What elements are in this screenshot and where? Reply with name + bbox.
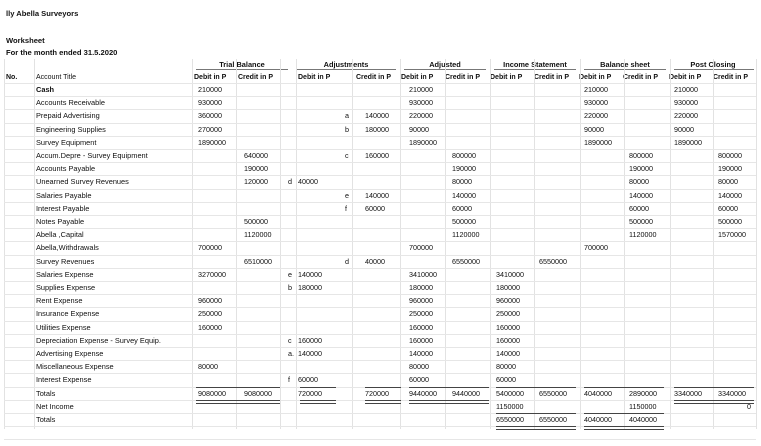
worksheet-title: Worksheet <box>6 36 45 45</box>
amount-adj-cr: 180000 <box>365 124 389 134</box>
amount-is-cr: 6550000 <box>539 388 567 398</box>
account-title: Prepaid Advertising <box>36 111 100 121</box>
group-trial-balance: Trial Balance <box>219 60 265 69</box>
amount-atb-dr: 1890000 <box>409 137 437 147</box>
group-underline <box>674 69 754 70</box>
account-title: Interest Expense <box>36 375 92 385</box>
group-underline <box>296 69 396 70</box>
amount-bs-cr: 60000 <box>629 203 649 213</box>
amount-pc-cr: 800000 <box>718 151 742 160</box>
account-title: Engineering Supplies <box>36 124 106 134</box>
group-balance-sheet: Balance sheet <box>600 60 650 69</box>
amount-tb-dr: 210000 <box>198 85 222 94</box>
amount-atb-dr: 210000 <box>409 85 433 94</box>
amount-tb-dr: 9080000 <box>198 388 226 398</box>
amount-tb-dr: 270000 <box>198 124 222 134</box>
amount-bs-dr: 1890000 <box>584 137 612 147</box>
total-underline <box>409 387 489 388</box>
amount-dr-ref: e <box>288 269 292 279</box>
account-title: Insurance Expense <box>36 309 100 319</box>
col-header-is-debit: Debit in P <box>490 74 523 81</box>
amount-atb-cr: 80000 <box>452 177 472 187</box>
grid-hline <box>4 360 756 361</box>
amount-atb-cr: 1120000 <box>452 230 480 240</box>
grid-hline <box>4 373 756 374</box>
amount-atb-dr: 160000 <box>409 335 433 345</box>
amount-atb-cr: 9440000 <box>452 388 480 398</box>
amount-is-dr: 140000 <box>496 349 520 358</box>
amount-atb-dr: 220000 <box>409 111 433 121</box>
total-double-underline <box>300 400 336 404</box>
account-title: Accounts Payable <box>36 164 96 174</box>
amount-adj-cr: 140000 <box>365 190 389 200</box>
account-title: Survey Revenues <box>36 256 95 266</box>
account-title: Supplies Expense <box>36 283 96 292</box>
amount-dr-ref: a. <box>288 349 294 358</box>
grid-hline <box>4 307 756 308</box>
amount-atb-cr: 800000 <box>452 151 476 160</box>
amount-tb-cr: 9080000 <box>244 388 272 398</box>
amount-adj-cr: 60000 <box>365 203 385 213</box>
col-header-atb-credit: Credit in P <box>445 74 481 81</box>
amount-bs-cr: 1120000 <box>629 230 657 240</box>
account-title: Totals <box>36 388 56 398</box>
amount-tb-cr: 500000 <box>244 217 268 226</box>
amount-dr-ref: c <box>288 335 292 345</box>
amount-is-dr: 960000 <box>496 296 520 306</box>
amount-adj-dr: 140000 <box>298 349 322 358</box>
amount-atb-dr: 9440000 <box>409 388 437 398</box>
amount-pc-cr: 1570000 <box>718 230 746 240</box>
account-title: Notes Payable <box>36 217 85 226</box>
account-title: Totals <box>36 415 56 424</box>
col-header-atb-debit: Debit in P <box>401 74 434 81</box>
total-underline <box>674 387 754 388</box>
amount-adj-ref: a <box>345 111 349 121</box>
total-underline <box>196 387 280 388</box>
grid-hline <box>4 321 756 322</box>
amount-is-dr: 5400000 <box>496 388 524 398</box>
net-income-underline <box>496 413 576 414</box>
account-title: Salaries Payable <box>36 190 92 200</box>
amount-tb-dr: 700000 <box>198 243 222 253</box>
amount-is-dr: 80000 <box>496 362 516 372</box>
amount-tb-dr: 960000 <box>198 296 222 306</box>
grid-hline <box>4 347 756 348</box>
amount-is-dr: 180000 <box>496 283 520 292</box>
amount-tb-dr: 160000 <box>198 322 222 332</box>
amount-is-dr: 6550000 <box>496 415 524 424</box>
amount-atb-dr: 3410000 <box>409 269 437 279</box>
group-underline <box>494 69 576 70</box>
col-header-adj-debit: Debit in P <box>298 74 331 81</box>
amount-is-cr: 6550000 <box>539 415 567 424</box>
amount-is-dr: 1150000 <box>496 401 524 411</box>
grid-hline <box>4 96 756 97</box>
period-label: For the month ended 31.5.2020 <box>6 48 118 57</box>
amount-tb-dr: 930000 <box>198 98 222 108</box>
amount-tb-dr: 1890000 <box>198 137 226 147</box>
grid-vline <box>756 59 757 429</box>
amount-pc-cr: 0 <box>747 401 751 411</box>
total-double-underline <box>365 400 401 404</box>
company-name: lly Abella Surveyors <box>6 9 79 18</box>
group-income-statement: Income Statement <box>503 60 567 69</box>
amount-atb-dr: 180000 <box>409 283 433 292</box>
amount-pc-cr: 140000 <box>718 190 742 200</box>
amount-dr-ref: b <box>288 283 292 292</box>
account-title: Net Income <box>36 401 74 411</box>
amount-bs-cr: 1150000 <box>629 401 657 411</box>
amount-adj-ref: f <box>345 203 347 213</box>
amount-atb-cr: 140000 <box>452 190 476 200</box>
amount-bs-dr: 700000 <box>584 243 608 253</box>
amount-pc-cr: 3340000 <box>718 388 746 398</box>
grid-hline <box>4 281 756 282</box>
amount-pc-cr: 500000 <box>718 217 742 226</box>
grid-hline <box>4 241 756 242</box>
final-total-double-underline <box>584 426 664 430</box>
amount-tb-dr: 360000 <box>198 111 222 121</box>
amount-atb-dr: 960000 <box>409 296 433 306</box>
amount-adj-ref: c <box>345 151 349 160</box>
grid-hline <box>4 268 756 269</box>
amount-adj-ref: d <box>345 256 349 266</box>
amount-atb-cr: 6550000 <box>452 256 480 266</box>
account-title: Depreciation Expense - Survey Equip. <box>36 335 161 345</box>
account-title: Miscellaneous Expense <box>36 362 114 372</box>
account-title: Utilities Expense <box>36 322 91 332</box>
amount-is-dr: 250000 <box>496 309 520 319</box>
col-header-adj-credit: Credit in P <box>356 74 392 81</box>
amount-pc-dr: 3340000 <box>674 388 702 398</box>
amount-pc-dr: 90000 <box>674 124 694 134</box>
amount-tb-cr: 190000 <box>244 164 268 174</box>
amount-pc-cr: 60000 <box>718 203 738 213</box>
grid-hline <box>4 294 756 295</box>
amount-dr-ref: d <box>288 177 292 187</box>
amount-bs-cr: 800000 <box>629 151 653 160</box>
amount-adj-dr: 160000 <box>298 335 322 345</box>
col-header-pc-credit: Credit in P <box>713 74 749 81</box>
amount-tb-cr: 1120000 <box>244 230 272 240</box>
account-title: Unearned Survey Revenues <box>36 177 129 187</box>
amount-bs-dr: 220000 <box>584 111 608 121</box>
amount-pc-cr: 80000 <box>718 177 738 187</box>
amount-atb-dr: 160000 <box>409 322 433 332</box>
account-title: Salaries Expense <box>36 269 94 279</box>
amount-bs-dr: 4040000 <box>584 388 612 398</box>
total-underline <box>300 387 336 388</box>
amount-tb-cr: 640000 <box>244 151 268 160</box>
amount-adj-ref: b <box>345 124 349 134</box>
amount-bs-cr: 2890000 <box>629 388 657 398</box>
account-title: Accum.Depre - Survey Equipment <box>36 151 148 160</box>
amount-tb-dr: 3270000 <box>198 269 226 279</box>
amount-bs-dr: 90000 <box>584 124 604 134</box>
amount-tb-cr: 120000 <box>244 177 268 187</box>
amount-atb-dr: 60000 <box>409 375 429 385</box>
amount-bs-cr: 140000 <box>629 190 653 200</box>
amount-adj-cr: 140000 <box>365 111 389 121</box>
group-underline <box>584 69 666 70</box>
grid-hline <box>4 439 756 440</box>
amount-pc-cr: 190000 <box>718 164 742 174</box>
account-title: Interest Payable <box>36 203 90 213</box>
amount-pc-dr: 1890000 <box>674 137 702 147</box>
total-underline <box>365 387 401 388</box>
amount-adj-dr: 180000 <box>298 283 322 292</box>
amount-atb-cr: 60000 <box>452 203 472 213</box>
amount-pc-dr: 210000 <box>674 85 698 94</box>
amount-is-dr: 3410000 <box>496 269 524 279</box>
amount-tb-dr: 80000 <box>198 362 218 372</box>
total-double-underline <box>674 400 754 404</box>
amount-bs-cr: 190000 <box>629 164 653 174</box>
amount-adj-dr: 140000 <box>298 269 322 279</box>
amount-adj-cr: 40000 <box>365 256 385 266</box>
grid-hline <box>4 136 756 137</box>
amount-atb-dr: 250000 <box>409 309 433 319</box>
amount-adj-dr: 60000 <box>298 375 318 385</box>
amount-atb-dr: 80000 <box>409 362 429 372</box>
col-header-tb-credit: Credit in P <box>238 74 274 81</box>
total-double-underline <box>409 400 489 404</box>
group-post-closing: Post Closing <box>690 60 736 69</box>
amount-is-dr: 160000 <box>496 335 520 345</box>
amount-bs-cr: 80000 <box>629 177 649 187</box>
account-title: Rent Expense <box>36 296 83 306</box>
amount-bs-dr: 210000 <box>584 85 608 94</box>
account-title: Accounts Receivable <box>36 98 106 108</box>
amount-atb-cr: 500000 <box>452 217 476 226</box>
amount-atb-dr: 90000 <box>409 124 429 134</box>
amount-is-dr: 160000 <box>496 322 520 332</box>
account-title: Advertising Expense <box>36 349 104 358</box>
amount-bs-dr: 4040000 <box>584 415 612 424</box>
final-total-double-underline <box>496 426 576 430</box>
amount-bs-cr: 500000 <box>629 217 653 226</box>
account-title: Cash <box>36 85 55 94</box>
amount-pc-dr: 220000 <box>674 111 698 121</box>
amount-dr-ref: f <box>288 375 290 385</box>
col-header-bs-credit: Credit in P <box>623 74 659 81</box>
amount-adj-cr: 720000 <box>365 388 389 398</box>
col-header-no: No. <box>6 74 18 81</box>
total-double-underline <box>196 400 280 404</box>
amount-adj-dr: 40000 <box>298 177 318 187</box>
col-header-is-credit: Credit in P <box>534 74 570 81</box>
amount-bs-dr: 930000 <box>584 98 608 108</box>
col-header-tb-debit: Debit in P <box>194 74 227 81</box>
grid-hline <box>4 83 756 84</box>
col-header-bs-debit: Debit in P <box>579 74 612 81</box>
amount-atb-dr: 140000 <box>409 349 433 358</box>
amount-atb-dr: 930000 <box>409 98 433 108</box>
account-title: Abella ,Capital <box>36 230 84 240</box>
col-header-pc-debit: Debit in P <box>669 74 702 81</box>
amount-adj-cr: 160000 <box>365 151 389 160</box>
amount-adj-dr: 720000 <box>298 388 322 398</box>
amount-pc-dr: 930000 <box>674 98 698 108</box>
account-title: Abella,Withdrawals <box>36 243 99 253</box>
account-title: Survey Equipment <box>36 137 97 147</box>
group-adjustments: Adjustments <box>323 60 369 69</box>
amount-adj-ref: e <box>345 190 349 200</box>
total-underline <box>584 387 664 388</box>
group-underline <box>196 69 288 70</box>
amount-is-dr: 60000 <box>496 375 516 385</box>
amount-is-cr: 6550000 <box>539 256 567 266</box>
amount-atb-dr: 700000 <box>409 243 433 253</box>
group-adjusted: Adjusted <box>429 60 461 69</box>
col-header-account-title: Account Title <box>36 74 77 81</box>
total-underline <box>496 387 576 388</box>
amount-atb-cr: 190000 <box>452 164 476 174</box>
net-income-underline <box>584 413 664 414</box>
amount-tb-dr: 250000 <box>198 309 222 319</box>
amount-tb-cr: 6510000 <box>244 256 272 266</box>
amount-bs-cr: 4040000 <box>629 415 657 424</box>
